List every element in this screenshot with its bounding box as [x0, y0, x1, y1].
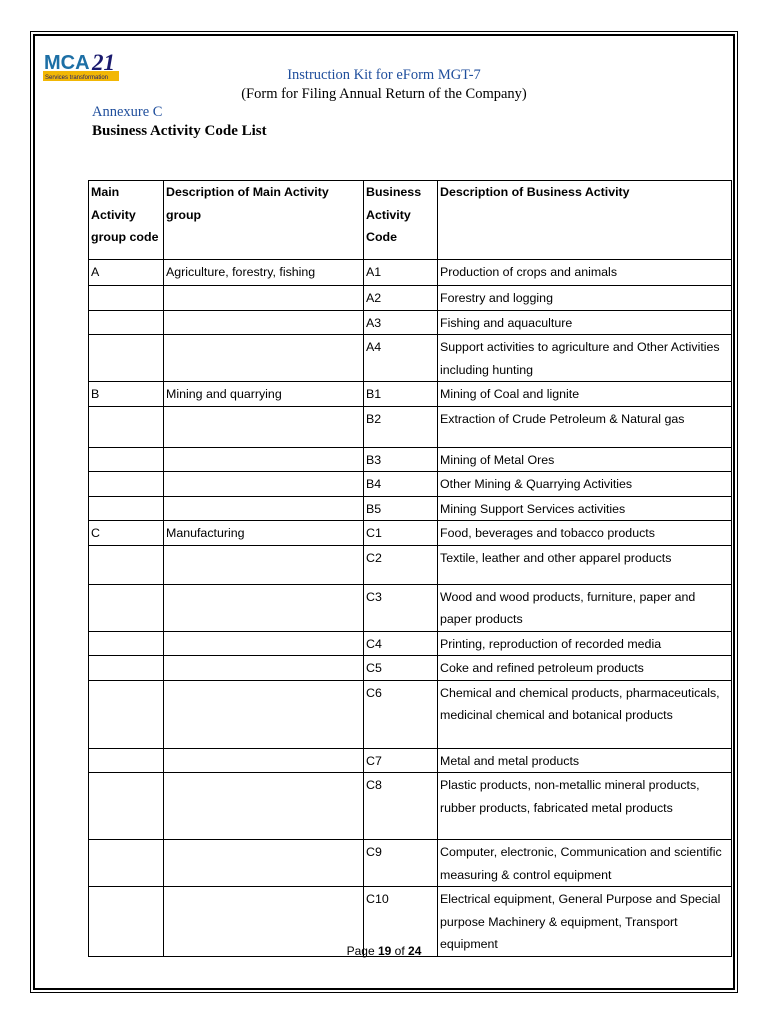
group-code-cell — [89, 680, 164, 748]
table-row — [89, 447, 732, 472]
group-code-cell — [89, 286, 164, 311]
activity-code-cell: A1 — [364, 260, 438, 286]
header-group-desc: Description of Main Activity group — [164, 181, 364, 260]
table-row — [89, 335, 732, 382]
table-row — [89, 496, 732, 521]
group-desc-cell: Mining and quarrying — [164, 382, 364, 407]
group-code-cell — [89, 584, 164, 631]
table-row — [89, 406, 732, 447]
activity-code-cell: A3 — [364, 310, 438, 335]
activity-desc-cell: Plastic products, non-metallic mineral products, rubber products, fabricated metal products — [438, 773, 732, 840]
group-desc-cell — [164, 840, 364, 887]
group-code-cell — [89, 773, 164, 840]
header-activity-desc: Description of Business Activity — [438, 181, 732, 260]
group-desc-cell — [164, 447, 364, 472]
table-row — [89, 631, 732, 656]
group-code-cell: B — [89, 382, 164, 407]
group-desc-cell — [164, 680, 364, 748]
group-desc-cell — [164, 335, 364, 382]
activity-code-cell: C4 — [364, 631, 438, 656]
activity-code-cell: C8 — [364, 773, 438, 840]
activity-desc-cell: Computer, electronic, Communication and scientific measuring & control equipment — [438, 840, 732, 887]
activity-code-cell: C7 — [364, 748, 438, 773]
business-activity-code-table — [88, 180, 732, 957]
activity-code-cell: C2 — [364, 545, 438, 584]
kit-title: Instruction Kit for eForm MGT-7 — [287, 67, 481, 83]
table-row — [89, 748, 732, 773]
group-desc-cell: Agriculture, forestry, fishing — [164, 260, 364, 286]
activity-code-cell: B4 — [364, 472, 438, 497]
activity-desc-cell: Production of crops and animals — [438, 260, 732, 286]
activity-code-cell: B2 — [364, 406, 438, 447]
page-number: Page 19 of 24 — [346, 944, 422, 958]
table-row — [89, 656, 732, 681]
activity-desc-cell: Wood and wood products, furniture, paper and paper products — [438, 584, 732, 631]
annexure-label: Annexure C — [92, 104, 163, 120]
activity-desc-cell: Support activities to agriculture and Other Activities including hunting — [438, 335, 732, 382]
group-code-cell — [89, 472, 164, 497]
group-desc-cell — [164, 472, 364, 497]
activity-code-cell: C1 — [364, 521, 438, 546]
header-activity-code: Business Activity Code — [364, 181, 438, 260]
kit-subtitle: (Form for Filing Annual Return of the Company) — [241, 86, 527, 102]
group-desc-cell — [164, 631, 364, 656]
group-desc-cell — [164, 656, 364, 681]
activity-desc-cell: Mining of Metal Ores — [438, 447, 732, 472]
group-code-cell — [89, 496, 164, 521]
group-desc-cell — [164, 773, 364, 840]
activity-desc-cell: Food, beverages and tobacco products — [438, 521, 732, 546]
table-row — [89, 773, 732, 840]
svg-text:21: 21 — [92, 50, 115, 75]
group-code-cell — [89, 545, 164, 584]
activity-desc-cell: Metal and metal products — [438, 748, 732, 773]
activity-code-cell: C6 — [364, 680, 438, 748]
group-code-cell — [89, 335, 164, 382]
activity-desc-cell: Chemical and chemical products, pharmaceuticals, medicinal chemical and botanical products — [438, 680, 732, 748]
table-row — [89, 382, 732, 407]
table-row — [89, 260, 732, 286]
activity-code-cell: C3 — [364, 584, 438, 631]
activity-code-cell: B1 — [364, 382, 438, 407]
activity-desc-cell: Printing, reproduction of recorded media — [438, 631, 732, 656]
svg-text:Services transformation: Services transformation — [45, 75, 109, 81]
group-code-cell — [89, 840, 164, 887]
table-header-row — [89, 181, 732, 260]
table-row — [89, 310, 732, 335]
group-code-cell: A — [89, 260, 164, 286]
group-desc-cell — [164, 406, 364, 447]
table-row — [89, 545, 732, 584]
group-code-cell: C — [89, 521, 164, 546]
activity-code-cell: A2 — [364, 286, 438, 311]
activity-code-cell: B5 — [364, 496, 438, 521]
activity-desc-cell: Extraction of Crude Petroleum & Natural gas — [438, 406, 732, 447]
table-row — [89, 680, 732, 748]
activity-desc-cell: Fishing and aquaculture — [438, 310, 732, 335]
table-row — [89, 584, 732, 631]
group-desc-cell — [164, 286, 364, 311]
activity-desc-cell: Forestry and logging — [438, 286, 732, 311]
group-desc-cell — [164, 310, 364, 335]
activity-desc-cell: Textile, leather and other apparel products — [438, 545, 732, 584]
group-desc-cell — [164, 584, 364, 631]
activity-desc-cell: Electrical equipment, General Purpose and Special purpose Machinery & equipment, Transport equipment — [438, 887, 732, 957]
activity-code-cell: C9 — [364, 840, 438, 887]
activity-desc-cell: Mining Support Services activities — [438, 496, 732, 521]
group-code-cell — [89, 631, 164, 656]
group-desc-cell — [164, 545, 364, 584]
table-row — [89, 472, 732, 497]
table-row — [89, 286, 732, 311]
group-desc-cell — [164, 496, 364, 521]
group-code-cell — [89, 406, 164, 447]
group-code-cell — [89, 310, 164, 335]
svg-text:MCA: MCA — [44, 52, 90, 74]
list-title: Business Activity Code List — [92, 123, 267, 139]
activity-code-cell: B3 — [364, 447, 438, 472]
group-code-cell — [89, 447, 164, 472]
activity-code-cell: C10 — [364, 887, 438, 957]
table-row — [89, 840, 732, 887]
group-code-cell — [89, 656, 164, 681]
activity-desc-cell: Other Mining & Quarrying Activities — [438, 472, 732, 497]
group-desc-cell: Manufacturing — [164, 521, 364, 546]
group-code-cell — [89, 748, 164, 773]
table-row — [89, 521, 732, 546]
activity-desc-cell: Coke and refined petroleum products — [438, 656, 732, 681]
group-desc-cell — [164, 748, 364, 773]
activity-desc-cell: Mining of Coal and lignite — [438, 382, 732, 407]
activity-code-cell: C5 — [364, 656, 438, 681]
activity-code-cell: A4 — [364, 335, 438, 382]
header-group-code: Main Activity group code — [89, 181, 164, 260]
